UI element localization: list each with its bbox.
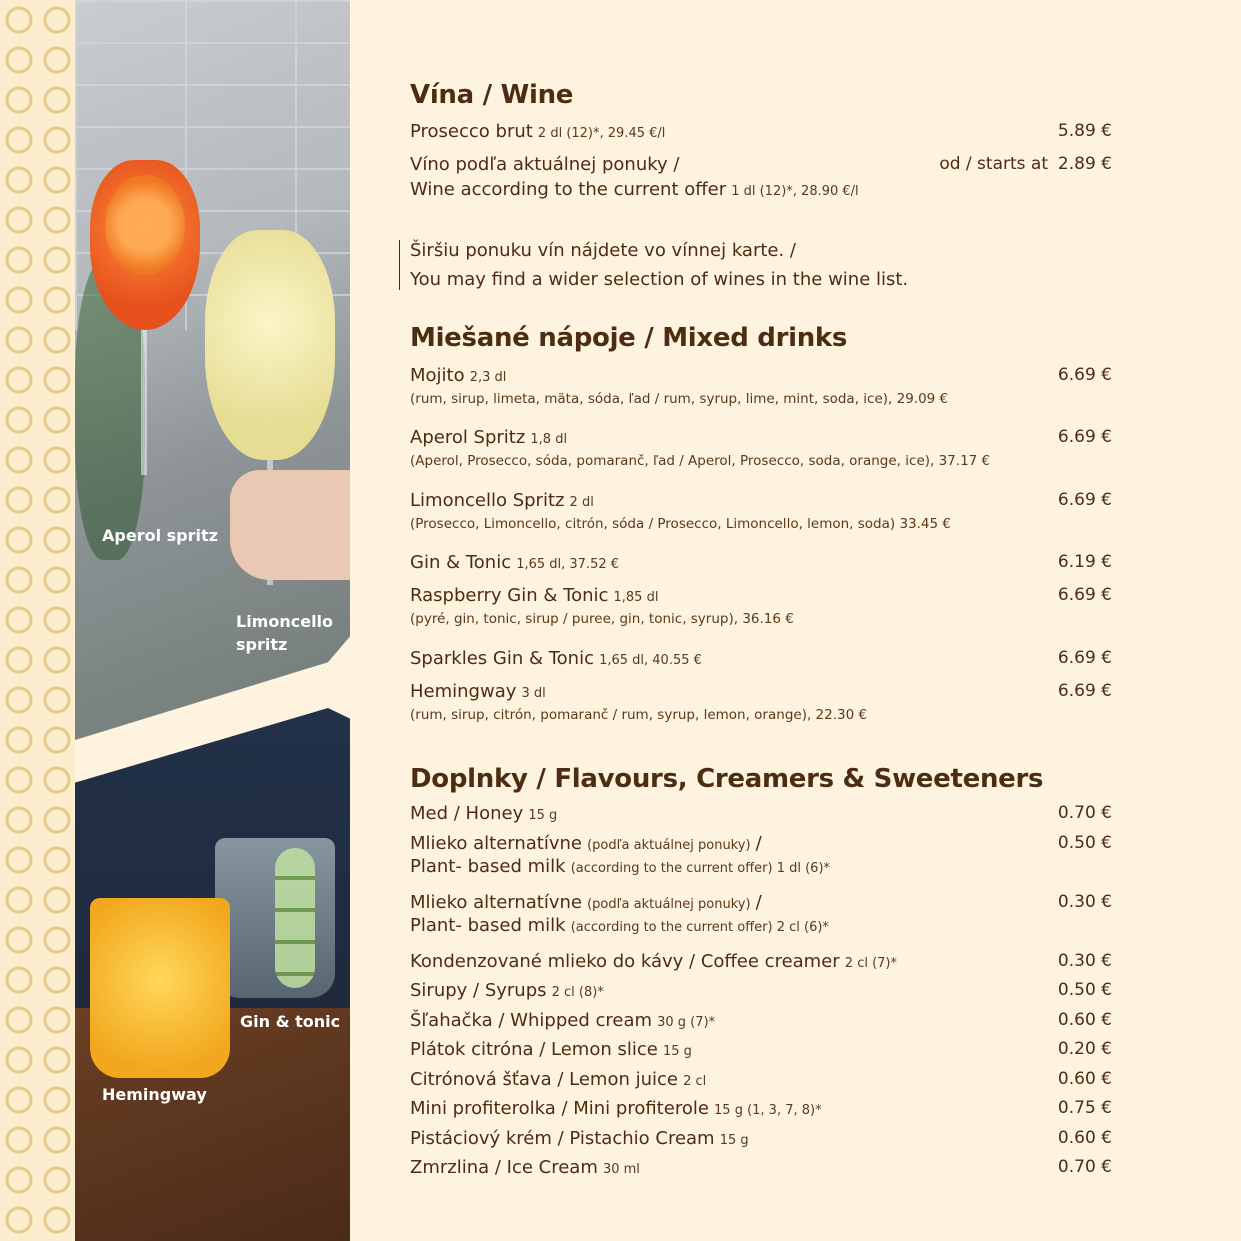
item-detail: 1 dl (12)*, 28.90 €/l: [731, 184, 859, 199]
item-description: (pyré, gin, tonic, sirup / puree, gin, tonic, syrup), 36.16 €: [410, 611, 794, 627]
menu-item: [410, 1010, 1112, 1031]
hemingway-glass: [90, 898, 230, 1078]
menu-item: [410, 552, 1112, 573]
item-price: 6.69 €: [1057, 365, 1112, 385]
item-name: Med / Honey: [410, 803, 524, 824]
note-divider: [399, 240, 400, 290]
item-price: 0.60 €: [1057, 1069, 1112, 1089]
menu-item: [410, 1039, 1112, 1060]
item-price: 0.70 €: [1057, 803, 1112, 823]
item-name: Kondenzované mlieko do kávy / Coffee creamer: [410, 951, 840, 972]
price-prefix: od / starts at: [939, 154, 1048, 174]
menu-item: [410, 980, 1112, 1001]
item-detail: 3 dl: [521, 686, 546, 701]
item-name: Plant- based milk: [410, 856, 566, 877]
photo-column: [75, 0, 350, 1241]
section-title-wine: Vína / Wine: [410, 80, 574, 110]
item-detail: 1,65 dl, 40.55 €: [599, 653, 702, 668]
item-price: 0.70 €: [1057, 1157, 1112, 1177]
item-name: Gin & Tonic: [410, 552, 512, 573]
item-detail: 1,85 dl: [613, 590, 659, 605]
item-name: Wine according to the current offer: [410, 179, 727, 200]
item-name: Mojito: [410, 365, 465, 386]
item-name: Víno podľa aktuálnej ponuky /: [410, 154, 680, 175]
item-price: 0.60 €: [1057, 1010, 1112, 1030]
item-name: Limoncello Spritz: [410, 490, 565, 511]
item-name: Hemingway: [410, 681, 517, 702]
menu-item: [410, 154, 1112, 175]
limoncello-glass: [205, 230, 335, 460]
item-detail: 15 g: [719, 1133, 749, 1148]
item-name: Aperol Spritz: [410, 427, 526, 448]
item-detail: 1,8 dl: [530, 432, 568, 447]
item-price: 0.75 €: [1057, 1098, 1112, 1118]
menu-item-line2: [410, 915, 1112, 936]
hemingway-gin-photo: [75, 708, 350, 1241]
item-detail: 2 dl: [569, 495, 594, 510]
item-price: 2.89 €: [1057, 154, 1112, 174]
menu-item: [410, 648, 1112, 669]
item-detail: 2 cl (8)*: [551, 985, 604, 1000]
hand: [230, 470, 350, 580]
menu-item: [410, 1069, 1112, 1090]
menu-item: [410, 951, 1112, 972]
item-price: 0.30 €: [1057, 892, 1112, 912]
item-detail: (podľa aktuálnej ponuky): [587, 838, 751, 853]
menu-item: [410, 803, 1112, 824]
menu-item: [410, 121, 1112, 142]
item-name: Mini profiterolka / Mini profiterole: [410, 1098, 709, 1119]
caption-hemingway: Hemingway: [102, 1085, 207, 1104]
item-name: Mlieko alternatívne: [410, 833, 583, 854]
item-description: (rum, sirup, citrón, pomaranč / rum, syrup, lemon, orange), 22.30 €: [410, 707, 868, 723]
orange-slice: [105, 175, 185, 275]
menu-item: [410, 1128, 1112, 1149]
menu-item: [410, 1098, 1112, 1119]
glass-stem: [141, 325, 147, 475]
item-name: Pistáciový krém / Pistachio Cream: [410, 1128, 715, 1149]
item-detail: 15 g: [662, 1044, 692, 1059]
menu-item-line2: [410, 856, 1112, 877]
item-name: Citrónová šťava / Lemon juice: [410, 1069, 678, 1090]
menu-item: [410, 833, 1112, 854]
item-price: 6.69 €: [1057, 490, 1112, 510]
wine-note-line1: Širšiu ponuku vín nájdete vo vínnej karte. /: [410, 240, 796, 261]
item-name: Šľahačka / Whipped cream: [410, 1010, 653, 1031]
item-price: 6.19 €: [1057, 552, 1112, 572]
menu-item: [410, 490, 1112, 511]
item-description: (Prosecco, Limoncello, citrón, sóda / Prosecco, Limoncello, lemon, soda) 33.45 €: [410, 516, 951, 532]
item-detail: (according to the current offer) 2 cl (6)*: [570, 920, 829, 935]
item-price: 0.60 €: [1057, 1128, 1112, 1148]
item-name: Prosecco brut: [410, 121, 533, 142]
menu-item: [410, 427, 1112, 448]
caption-gin-tonic: Gin & tonic: [240, 1012, 341, 1031]
item-detail: 30 ml: [602, 1162, 640, 1177]
item-name: Sirupy / Syrups: [410, 980, 547, 1001]
item-price: 0.50 €: [1057, 833, 1112, 853]
item-detail: 2 dl (12)*, 29.45 €/l: [537, 126, 666, 141]
caption-limoncello-line1: Limoncello: [236, 612, 334, 631]
menu-item: [410, 365, 1112, 386]
item-price: 0.20 €: [1057, 1039, 1112, 1059]
caption-aperol: Aperol spritz: [102, 526, 218, 545]
item-price: 0.30 €: [1057, 951, 1112, 971]
menu-item: [410, 892, 1112, 913]
item-detail: 2 cl: [683, 1074, 707, 1089]
item-name: Mlieko alternatívne: [410, 892, 583, 913]
menu-item: [410, 585, 1112, 606]
item-separator: /: [755, 833, 762, 854]
menu-item-line2: [410, 179, 1112, 200]
menu-item: [410, 681, 1112, 702]
item-price: 6.69 €: [1057, 427, 1112, 447]
item-name: Plátok citróna / Lemon slice: [410, 1039, 658, 1060]
item-name: Sparkles Gin & Tonic: [410, 648, 594, 669]
caption-limoncello-line2: spritz: [236, 635, 288, 654]
section-title-addons: Doplnky / Flavours, Creamers & Sweeteners: [410, 764, 1044, 794]
menu-item: [410, 1157, 1112, 1178]
item-name: Plant- based milk: [410, 915, 566, 936]
item-detail: 1,65 dl, 37.52 €: [516, 557, 620, 572]
item-detail: 2,3 dl: [469, 370, 507, 385]
item-detail: 15 g: [528, 808, 558, 823]
item-detail: 15 g (1, 3, 7, 8)*: [714, 1103, 822, 1118]
item-name: Raspberry Gin & Tonic: [410, 585, 609, 606]
cucumber-slices: [275, 848, 315, 988]
item-price: 6.69 €: [1057, 585, 1112, 605]
item-price: 0.50 €: [1057, 980, 1112, 1000]
item-price: 6.69 €: [1057, 648, 1112, 668]
item-detail: 30 g (7)*: [657, 1015, 716, 1030]
item-price: 6.69 €: [1057, 681, 1112, 701]
item-price: 5.89 €: [1057, 121, 1112, 141]
item-detail: (according to the current offer) 1 dl (6)*: [570, 861, 831, 876]
item-name: Zmrzlina / Ice Cream: [410, 1157, 598, 1178]
item-detail: 2 cl (7)*: [844, 956, 898, 971]
item-detail: (podľa aktuálnej ponuky): [587, 897, 751, 912]
section-title-mixed-drinks: Miešané nápoje / Mixed drinks: [410, 323, 848, 353]
item-separator: /: [755, 892, 762, 913]
item-description: (rum, sirup, limeta, mäta, sóda, ľad / rum, syrup, lime, mint, soda, ice), 29.09 €: [410, 391, 949, 407]
wine-note-line2: You may find a wider selection of wines in the wine list.: [410, 269, 909, 290]
item-description: (Aperol, Prosecco, sóda, pomaranč, ľad / Aperol, Prosecco, soda, orange, ice), 37.17 €: [410, 453, 991, 469]
decorative-pattern-strip: [0, 0, 75, 1241]
